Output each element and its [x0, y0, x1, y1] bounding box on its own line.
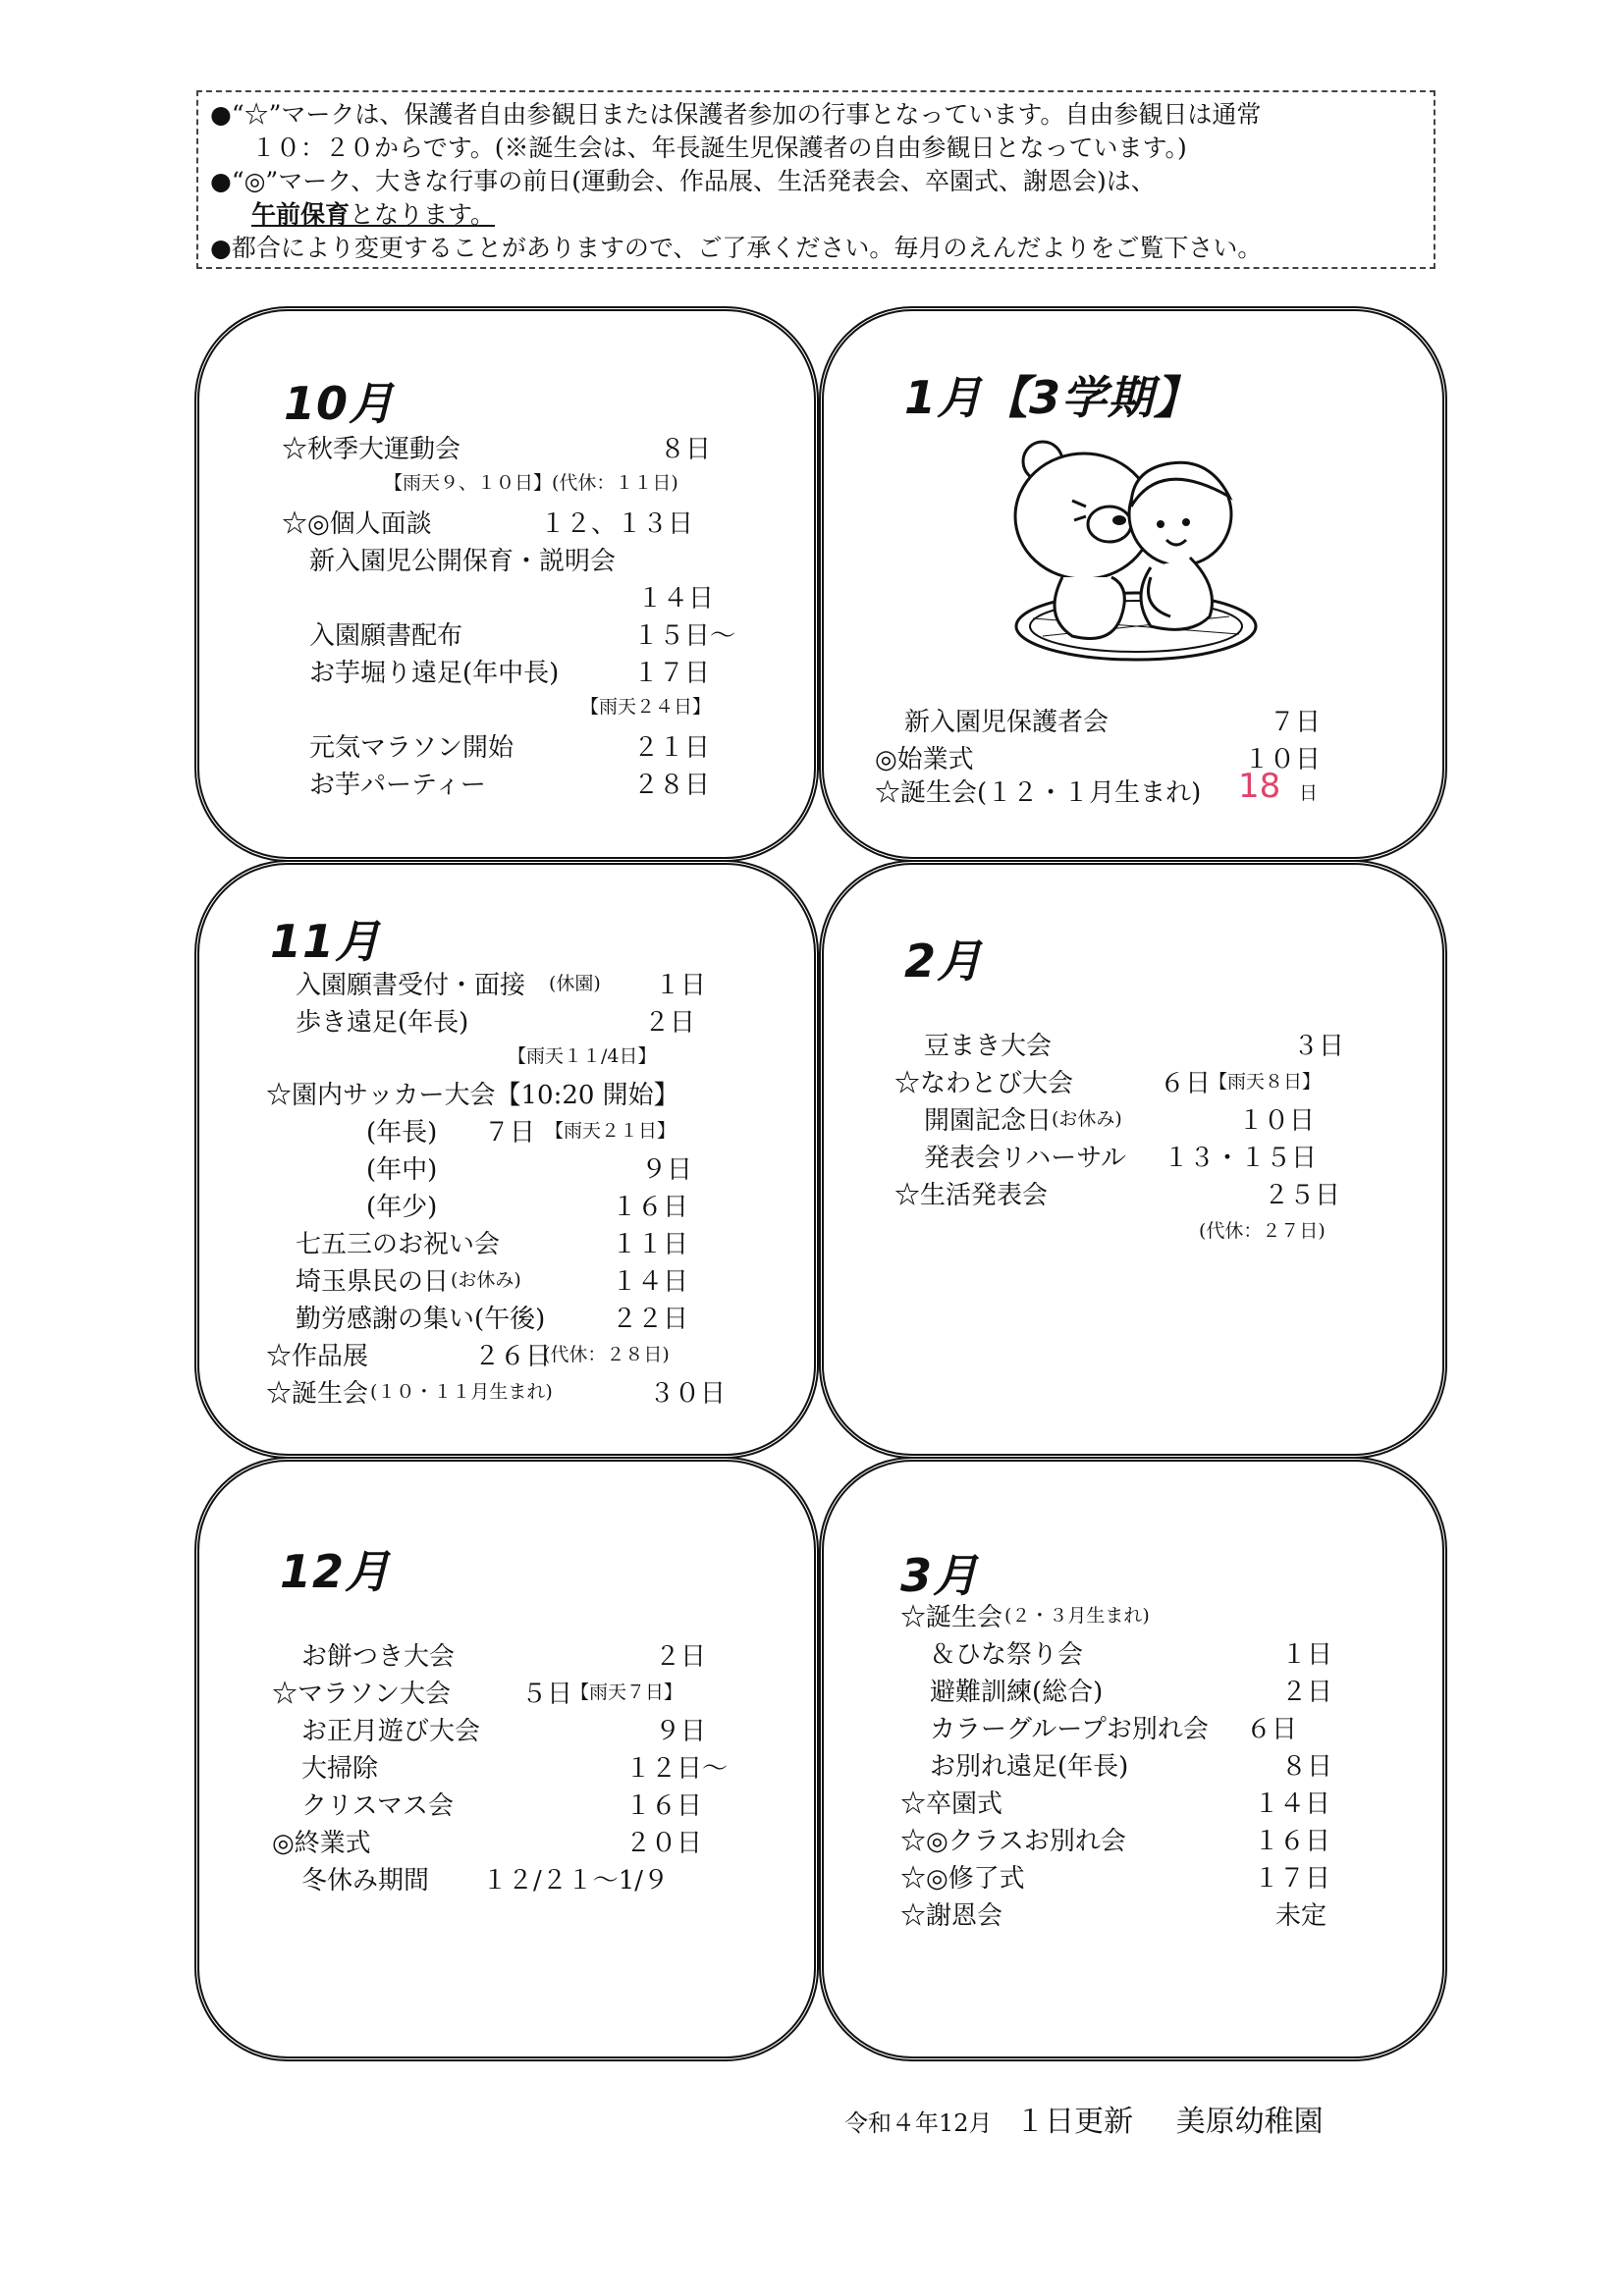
event-date: １２/２１～1/９: [482, 1866, 670, 1896]
event-row: [366, 1149, 693, 1186]
event-note: (２・３月生まれ): [1004, 1605, 1150, 1627]
notice-line-3: ●“◎”マーク、大きな行事の前日(運動会、作品展、生活発表会、卒園式、謝恩会)は、: [210, 167, 1156, 195]
event-date: ３日: [1293, 1032, 1345, 1061]
event-row: [894, 1063, 1322, 1099]
month-box-november: [194, 860, 819, 1459]
event-row: [930, 1709, 1298, 1745]
event-date: １２日～: [625, 1754, 729, 1784]
event-row: [282, 504, 694, 540]
event-name: クリスマス会: [301, 1791, 454, 1821]
month-box-february: [819, 860, 1447, 1459]
event-name: ☆誕生会: [900, 1603, 1003, 1632]
event-name: 発表会リハーサル: [924, 1144, 1126, 1173]
event-row: [924, 1138, 1318, 1174]
event-row: ☆園内サッカー大会【10:20 開始】: [266, 1081, 679, 1110]
event-date: １日: [655, 971, 707, 1000]
footer-updated: [844, 2097, 1324, 2140]
event-name: ☆誕生会: [266, 1379, 369, 1409]
event-row: [301, 1711, 707, 1747]
notice-line-4: [210, 198, 1422, 232]
notice-box: [196, 90, 1435, 269]
event-name: 入園願書配布: [309, 621, 463, 651]
event-name: ☆なわとび大会: [894, 1069, 1074, 1098]
event-name: お正月遊び大会: [301, 1717, 481, 1746]
event-row: [924, 1026, 1345, 1062]
event-name: ◎始業式: [875, 745, 974, 774]
event-row: [366, 1112, 677, 1148]
event-name: お餅つき大会: [301, 1642, 456, 1672]
month-title: 12月: [280, 1545, 392, 1598]
event-row: [309, 727, 711, 764]
event-name: お芋堀り遠足(年中長): [309, 659, 560, 688]
event-date: ８日: [1281, 1752, 1333, 1782]
event-date: ９日: [641, 1155, 693, 1185]
event-date: １０日: [1238, 1106, 1316, 1136]
event-row: [301, 1636, 707, 1673]
event-row: [366, 1187, 689, 1223]
event-note: 【雨天９、１０日】(代休：１１日): [384, 472, 678, 494]
event-name: 大掃除: [301, 1754, 379, 1784]
footer-school: 美原幼稚園: [1175, 2105, 1324, 2139]
month-title: 2月: [904, 934, 984, 988]
event-date: ２６日: [474, 1342, 552, 1371]
event-note: 【雨天２１日】: [545, 1120, 677, 1142]
footer-day: １日更新: [1015, 2105, 1134, 2139]
event-name: ☆謝恩会: [900, 1901, 1003, 1931]
event-name: 新入園児保護者会: [904, 708, 1110, 737]
event-row: [272, 1674, 683, 1710]
event-row: [272, 1823, 703, 1859]
event-name: ☆生活発表会: [894, 1181, 1049, 1210]
event-row: [296, 1299, 689, 1335]
event-name: 歩き遠足(年長): [296, 1008, 469, 1038]
event-date: １２、１３日: [540, 509, 694, 539]
event-row: [900, 1784, 1331, 1820]
event-row: [296, 1261, 689, 1298]
event-date: ３０日: [649, 1379, 727, 1409]
event-row: [309, 541, 616, 577]
event-row: [930, 1634, 1333, 1671]
event-name: ◎終業式: [272, 1829, 371, 1858]
event-row: [301, 1748, 729, 1785]
event-row: [900, 1597, 1150, 1633]
event-date: １６日: [625, 1791, 703, 1821]
event-row: [309, 615, 736, 652]
event-row: [301, 1786, 703, 1822]
event-date: １０日: [1244, 745, 1322, 774]
notice-line-5: ●都合により変更することがありますので、ご了承ください。毎月のえんだよりをご覧下さい。: [210, 234, 1263, 262]
event-date: １６日: [1254, 1827, 1331, 1856]
event-row: [296, 1224, 689, 1260]
event-name: (年中): [366, 1155, 438, 1185]
event-note: 【雨天８日】: [1209, 1071, 1322, 1093]
event-row: [309, 765, 711, 801]
event-date: １１日: [612, 1230, 689, 1259]
event-name: 開園記念日: [924, 1106, 1053, 1136]
event-note: 【雨天１１/4日】: [508, 1045, 657, 1067]
event-date: ２日: [644, 1008, 696, 1038]
event-date: ２日: [1281, 1678, 1333, 1707]
event-row: [875, 767, 1319, 809]
event-date: ８日: [660, 435, 712, 464]
event-date: １７日: [633, 659, 711, 688]
event-date: ２１日: [633, 733, 711, 763]
event-name: 七五三のお祝い会: [296, 1230, 501, 1259]
event-row: [924, 1100, 1316, 1137]
event-note: (代休：２８日): [543, 1344, 670, 1365]
event-date: １４日: [637, 584, 715, 614]
event-name: ☆作品展: [266, 1342, 369, 1371]
event-date: １３・１５日: [1164, 1144, 1318, 1173]
notice-line-4-rest: となります。: [350, 200, 496, 229]
event-row: [930, 1672, 1333, 1708]
event-name: (年長): [366, 1118, 438, 1148]
event-name: ☆マラソン大会: [272, 1680, 452, 1709]
event-name: お芋パーティー: [309, 771, 486, 800]
event-date: １５日～: [633, 621, 736, 651]
event-name: お別れ遠足(年長): [930, 1752, 1129, 1782]
event-note: (１０・１１月生まれ): [370, 1381, 553, 1403]
event-row: [301, 1860, 670, 1896]
event-date: ７日: [484, 1118, 536, 1148]
event-note: (お休み): [1052, 1108, 1122, 1130]
event-name: ☆卒園式: [900, 1789, 1003, 1819]
event-name: ☆◎修了式: [900, 1864, 1025, 1894]
event-date: １４日: [612, 1267, 689, 1297]
event-date: １日: [1281, 1640, 1333, 1670]
event-row: [930, 1746, 1333, 1783]
event-date: 未定: [1275, 1901, 1327, 1931]
event-date: ２５日: [1264, 1181, 1341, 1210]
month-title: 3月: [900, 1549, 980, 1602]
event-row: [900, 1858, 1331, 1895]
event-row: [894, 1175, 1341, 1211]
event-note: (お休み): [451, 1269, 521, 1291]
event-name: 新入園児公開保育・説明会: [309, 547, 617, 576]
event-name: 入園願書受付・面接: [296, 971, 526, 1000]
event-name: ☆誕生会(１２・１月生まれ): [875, 778, 1202, 808]
event-date: ２０日: [625, 1829, 703, 1858]
event-row: [875, 739, 1322, 775]
footer-era: 令和４年12月: [844, 2109, 993, 2137]
event-name: 冬休み期間: [301, 1866, 430, 1896]
event-name: 豆まき大会: [924, 1032, 1053, 1061]
event-name: カラーグループお別れ会: [930, 1715, 1209, 1744]
event-date: ６日: [1246, 1715, 1298, 1744]
event-note: (休園): [549, 973, 601, 994]
bear-and-child-hugging-icon: [1003, 430, 1269, 666]
event-date: １６日: [612, 1193, 689, 1222]
event-row: [282, 429, 712, 465]
event-date: ２８日: [633, 771, 711, 800]
event-date: ２日: [655, 1642, 707, 1672]
event-name: 勤労感謝の集い(午後): [296, 1305, 546, 1334]
month-title: 10月: [284, 377, 396, 430]
event-date: １４日: [1254, 1789, 1331, 1819]
month-title: 1月【3学期】: [904, 371, 1201, 424]
event-row: [296, 965, 707, 1001]
event-note: (代休：２７日): [1199, 1220, 1326, 1242]
event-row: [296, 1002, 696, 1039]
event-name: ＆ひな祭り会: [930, 1640, 1084, 1670]
notice-line-1: ●“☆”マークは、保護者自由参観日または保護者参加の行事となっています。自由参観日は通常: [210, 100, 1262, 129]
event-name: (年少): [366, 1193, 438, 1222]
event-name: ☆秋季大運動会: [282, 435, 461, 464]
event-row: [900, 1896, 1327, 1932]
event-date: ６日: [1160, 1069, 1212, 1098]
month-title: 11月: [270, 915, 382, 968]
notice-line-2: １０：２０からです。(※誕生会は、年長誕生児保護者の自由参観日となっています。): [251, 133, 1187, 162]
event-date: ５日: [521, 1680, 573, 1709]
event-name: ☆◎個人面談: [282, 509, 432, 539]
event-row: [266, 1373, 727, 1410]
event-date: ９日: [655, 1717, 707, 1746]
event-row: [904, 702, 1322, 738]
morning-care-label: 午前保育: [251, 200, 351, 229]
event-note: 【雨天２４日】: [580, 696, 712, 718]
event-note: 【雨天７日】: [570, 1682, 683, 1703]
event-name: ☆◎クラスお別れ会: [900, 1827, 1126, 1856]
event-name: 避難訓練(総合): [930, 1678, 1104, 1707]
month-box-october: [194, 306, 819, 862]
event-row: [900, 1821, 1331, 1857]
event-date: ７日: [1270, 708, 1322, 737]
event-date-unit: 日: [1299, 782, 1319, 804]
month-box-march: [819, 1457, 1447, 2061]
event-name: 埼玉県民の日: [296, 1267, 450, 1297]
month-box-december: [194, 1457, 819, 2061]
event-row: [266, 1336, 670, 1372]
event-date: ２２日: [612, 1305, 689, 1334]
event-date: １７日: [1254, 1864, 1331, 1894]
event-row: [309, 653, 711, 689]
event-date-highlight: 18: [1238, 767, 1281, 806]
event-name: 元気マラソン開始: [309, 733, 514, 763]
